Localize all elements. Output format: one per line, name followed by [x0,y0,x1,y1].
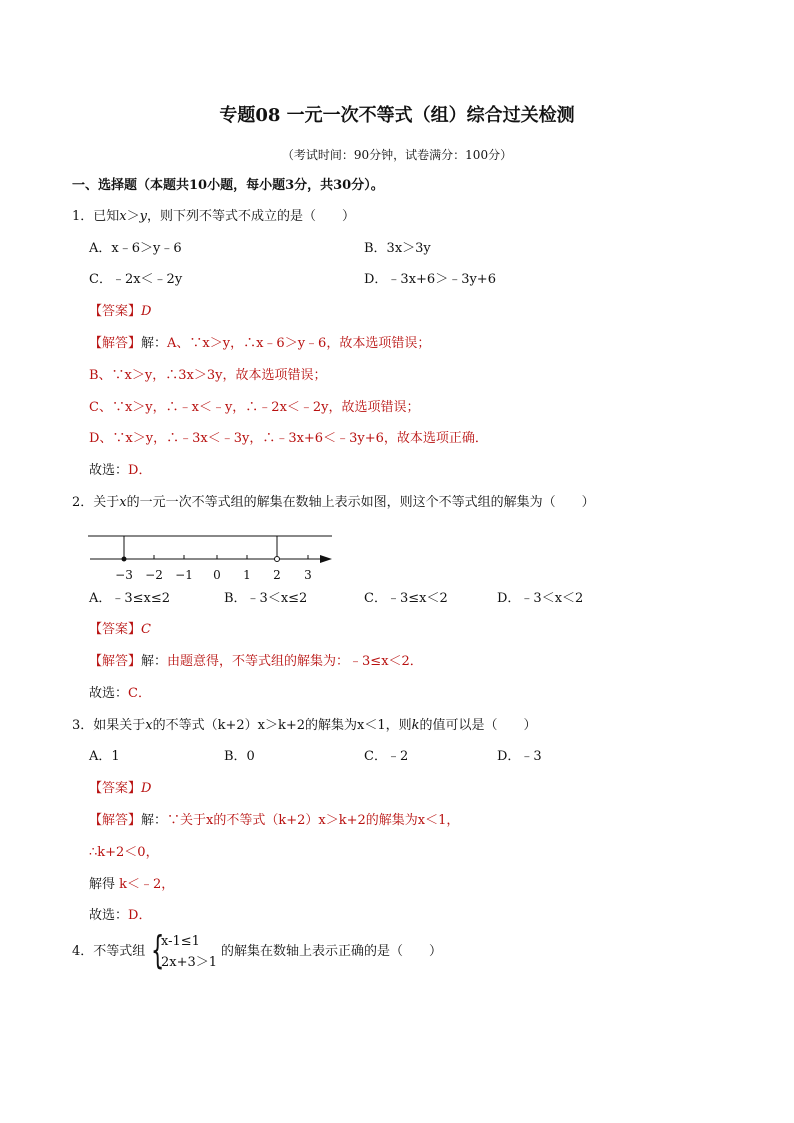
inequality-1: x-1≤1 [161,934,200,949]
q2-option-b: B．﹣3＜x≤2 [224,591,308,606]
q3-step-2: 解得 k＜﹣2， [89,877,175,892]
q1-solution-line-1: 【解答】解：A、∵x＞y，∴x﹣6＞y﹣6，故本选项错误； [89,336,431,351]
tick-label: −2 [145,568,163,582]
q1-solution-line-3: C、∵x＞y，∴﹣x＜﹣y，∴﹣2x＜﹣2y，故选项错误； [89,400,420,415]
q3-option-b: B．0 [224,749,255,764]
q1-option-a: A．x﹣6＞y﹣6 [89,241,182,256]
q1-answer: 【答案】D [89,304,152,319]
number-line-figure [88,518,338,586]
tick-label: −1 [175,568,193,582]
q4-stem-suffix: 的解集在数轴上表示正确的是（ ） [221,944,443,959]
q1-stem: 1．已知x＞y，则下列不等式不成立的是（ ） [72,209,356,224]
inequality-system [151,928,223,975]
q1-option-b: B．3x＞3y [364,241,431,256]
q3-answer: 【答案】D [89,781,152,796]
q3-conclusion: 故选：D． [89,908,152,923]
tick-label: 2 [273,568,281,582]
brace-glyph: { [151,928,165,972]
q3-step-1: ∴k+2＜0， [89,845,159,860]
closed-endpoint [122,557,127,562]
section-heading: 一、选择题（本题共10小题，每小题3分，共30分）。 [72,178,384,193]
q2-option-d: D．﹣3＜x＜2 [497,591,584,606]
q3-solution: 【解答】解：∵关于x的不等式（k+2）x＞k+2的解集为x＜1， [89,813,460,828]
q3-option-a: A．1 [89,749,120,764]
q1-option-c: C．﹣2x＜﹣2y [89,272,183,287]
tick-label: 0 [213,568,221,582]
q2-answer: 【答案】C [89,622,151,637]
q4-stem-prefix: 4．不等式组 [72,944,146,959]
q3-stem: 3．如果关于x的不等式（k+2）x＞k+2的解集为x＜1，则k的值可以是（ ） [72,718,537,733]
q1-solution-line-2: B、∵x＞y，∴3x＞3y，故本选项错误； [89,368,327,383]
q2-option-a: A．﹣3≤x≤2 [89,591,171,606]
q2-stem: 2．关于x的一元一次不等式组的解集在数轴上表示如图，则这个不等式组的解集为（ ） [72,495,595,510]
q3-option-d: D．﹣3 [497,749,542,764]
tick-label: 1 [243,568,251,582]
q1-solution-line-4: D、∵x＞y，∴﹣3x＜﹣3y，∴﹣3x+6＜﹣3y+6，故本选项正确． [89,431,488,446]
open-endpoint [275,557,280,562]
tick-label: 3 [304,568,312,582]
q3-option-c: C．﹣2 [364,749,409,764]
page-title: 专题08 一元一次不等式（组）综合过关检测 [219,105,575,126]
q2-solution: 【解答】解：由题意得，不等式组的解集为：﹣3≤x＜2． [89,654,423,669]
q1-option-d: D．﹣3x+6＞﹣3y+6 [364,272,496,287]
tick-label: −3 [115,568,133,582]
inequality-2: 2x+3＞1 [161,955,218,970]
axis-arrow [320,555,332,563]
q2-option-c: C．﹣3≤x＜2 [364,591,448,606]
q2-conclusion: 故选：C． [89,686,151,701]
exam-info: （考试时间：90分钟，试卷满分：100分） [281,148,513,162]
q1-conclusion: 故选：D． [89,463,152,478]
